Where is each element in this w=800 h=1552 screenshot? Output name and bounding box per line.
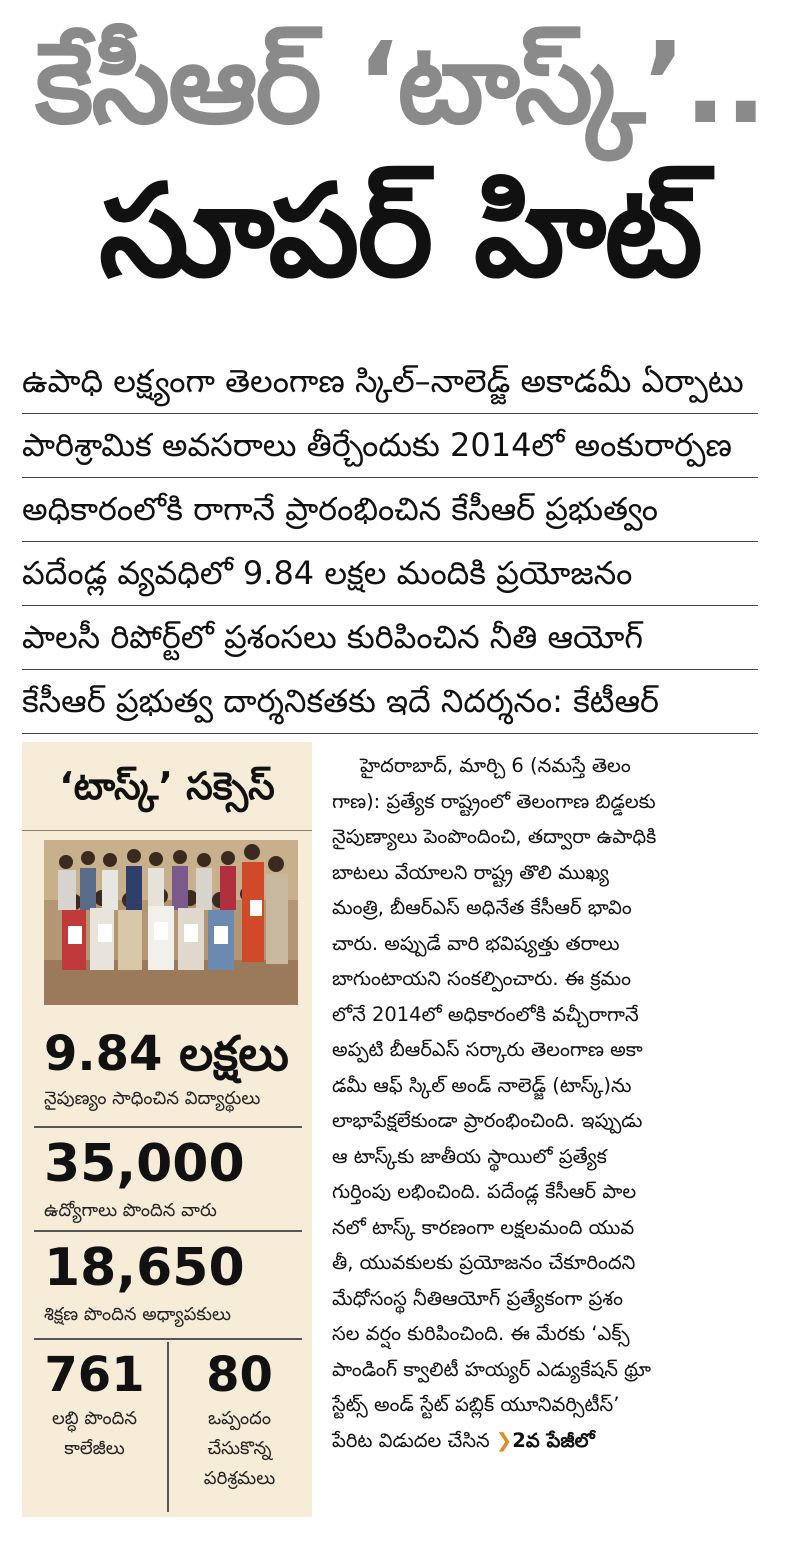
students-group-photo-art (44, 840, 298, 1005)
deck-line: పాలసీ రిపోర్ట్‌లో ప్రశంసలు కురిపించిన నీతి ఆయోగ్ (22, 606, 758, 670)
stats-sidebar (22, 742, 312, 1517)
article-line: బాగుంటాయని సంకల్పించారు. ఈ క్రమం (332, 967, 632, 990)
article-line: తీ, యువకులకు ప్రయోజనం చేకూరిందని (332, 1251, 636, 1274)
stat-caption-line: కాలేజీలు (64, 1438, 125, 1459)
article-line: పేరిట విడుదల చేసిన (332, 1428, 490, 1452)
stat-students (22, 1024, 312, 1114)
article-line: గాణ): ప్రత్యేక రాష్ట్రంలో తెలంగాణ బిడ్డలకు (332, 789, 656, 813)
stat-caption: ఉద్యోగాలు పొందిన వారు (44, 1200, 217, 1221)
deck-line: అధికారంలోకి రాగానే ప్రారంభించిన కేసీఆర్ ప్రభుత్వం (22, 478, 758, 542)
article-line: మేధోసంస్థ నీతిఆయోగ్ ప్రత్యేకంగా ప్రశం (332, 1286, 624, 1310)
stat-value: 80 (206, 1347, 273, 1403)
article-line: చారు. అప్పుడే వారి భవిష్యత్తు తరాలు (332, 931, 620, 955)
stat-value: 9.84 లక్షలు (44, 1026, 289, 1082)
deck-line: కేసీఆర్ ప్రభుత్వ దార్శనికతకు ఇదే నిదర్శనం: కేటీఆర్ (22, 670, 758, 734)
article-line: పాండింగ్ క్వాలిటీ హయ్యర్ ఎడ్యుకేషన్ థ్రూ (332, 1357, 651, 1381)
article-line: హైదరాబాద్, మార్చి 6 (నమస్తే తెలం (360, 754, 631, 777)
article-line: నైపుణ్యాలు పెంపొందించి, తద్వారా ఉపాధికి (332, 825, 657, 848)
article-body (332, 748, 768, 1458)
article-line: సల వర్షం కురిపించింది. ఈ మేరకు ‘ఎక్స్ (332, 1322, 630, 1345)
article-line: గుర్తింపు లభించింది. పదేండ్ల కేసీఆర్ పాల (332, 1180, 637, 1203)
sidebar-title: ‘టాస్క్’ సక్సెస్ (22, 742, 312, 831)
deck-line: ఉపాధి లక్ష్యంగా తెలంగాణ స్కిల్–నాలెడ్జ్ అకాడమీ ఏర్పాటు (22, 350, 758, 414)
students-group-photo (44, 840, 298, 1005)
divider (34, 1230, 302, 1232)
article-line: లాభాపేక్షలేకుండా ప్రారంభించింది. ఇప్పుడు (332, 1109, 643, 1132)
deck-line: పారిశ్రామిక అవసరాలు తీర్చేందుకు 2014లో అంకురార్పణ (22, 414, 758, 478)
stat-value: 18,650 (44, 1238, 245, 1298)
stat-jobs (22, 1132, 312, 1226)
chevron-right-icon: ❯ (495, 1428, 513, 1452)
page-jump[interactable]: 2వ పేజీలో (512, 1428, 595, 1452)
headline-line-1: కేసీఆర్ ‘టాస్క్’.. (34, 19, 766, 149)
article-line: నలో టాస్క్ కారణంగా లక్షలమంది యువ (332, 1215, 635, 1239)
stat-caption-line: లబ్ధి పొందిన (52, 1408, 137, 1429)
headline-line-2: సూపర్ హిట్ (99, 157, 701, 306)
stat-caption-line: చేసుకొన్న (207, 1438, 272, 1459)
article-line: ఆ టాస్క్‌కు జాతీయ స్థాయిలో ప్రత్యేక (332, 1144, 607, 1168)
stat-value: 35,000 (44, 1134, 245, 1194)
stat-teachers (22, 1236, 312, 1330)
article-line: లోనే 2014లో అధికారంలోకి వచ్చీరాగానే (332, 1002, 639, 1026)
stat-caption: శిక్షణ పొందిన అధ్యాపకులు (44, 1304, 231, 1325)
stat-colleges (22, 1346, 167, 1464)
deck-subheads (22, 350, 758, 734)
divider (34, 1338, 302, 1340)
article-line: మంత్రి, బీఆర్‌ఎస్ అధినేత కేసీఆర్ భావిం (332, 896, 632, 919)
article-line: డమీ ఆఫ్ స్కిల్ అండ్ నాలెడ్జ్ (టాస్క్)ను (332, 1073, 632, 1097)
stat-industries (167, 1346, 312, 1494)
stat-caption: నైపుణ్యం సాధించిన విద్యార్థులు (44, 1088, 261, 1109)
article-last-line (332, 1423, 768, 1459)
article-line: స్టేట్స్ అండ్ స్టేట్ పబ్లిక్ యూనివర్సిటీస్’ (332, 1393, 620, 1416)
article-line: బాటలు వేయాలని రాష్ట్ర తొలి ముఖ్య (332, 860, 609, 884)
article-line: అప్పటి బీఆర్‌ఎస్ సర్కారు తెలంగాణ అకా (332, 1038, 643, 1061)
divider (34, 1126, 302, 1128)
deck-line: పదేండ్ల వ్యవధిలో 9.84 లక్షల మందికి ప్రయోజనం (22, 542, 758, 606)
stat-caption-line: ఒప్పందం (208, 1408, 271, 1429)
stat-value: 761 (44, 1347, 145, 1403)
stat-caption-line: పరిశ్రమలు (203, 1468, 276, 1489)
